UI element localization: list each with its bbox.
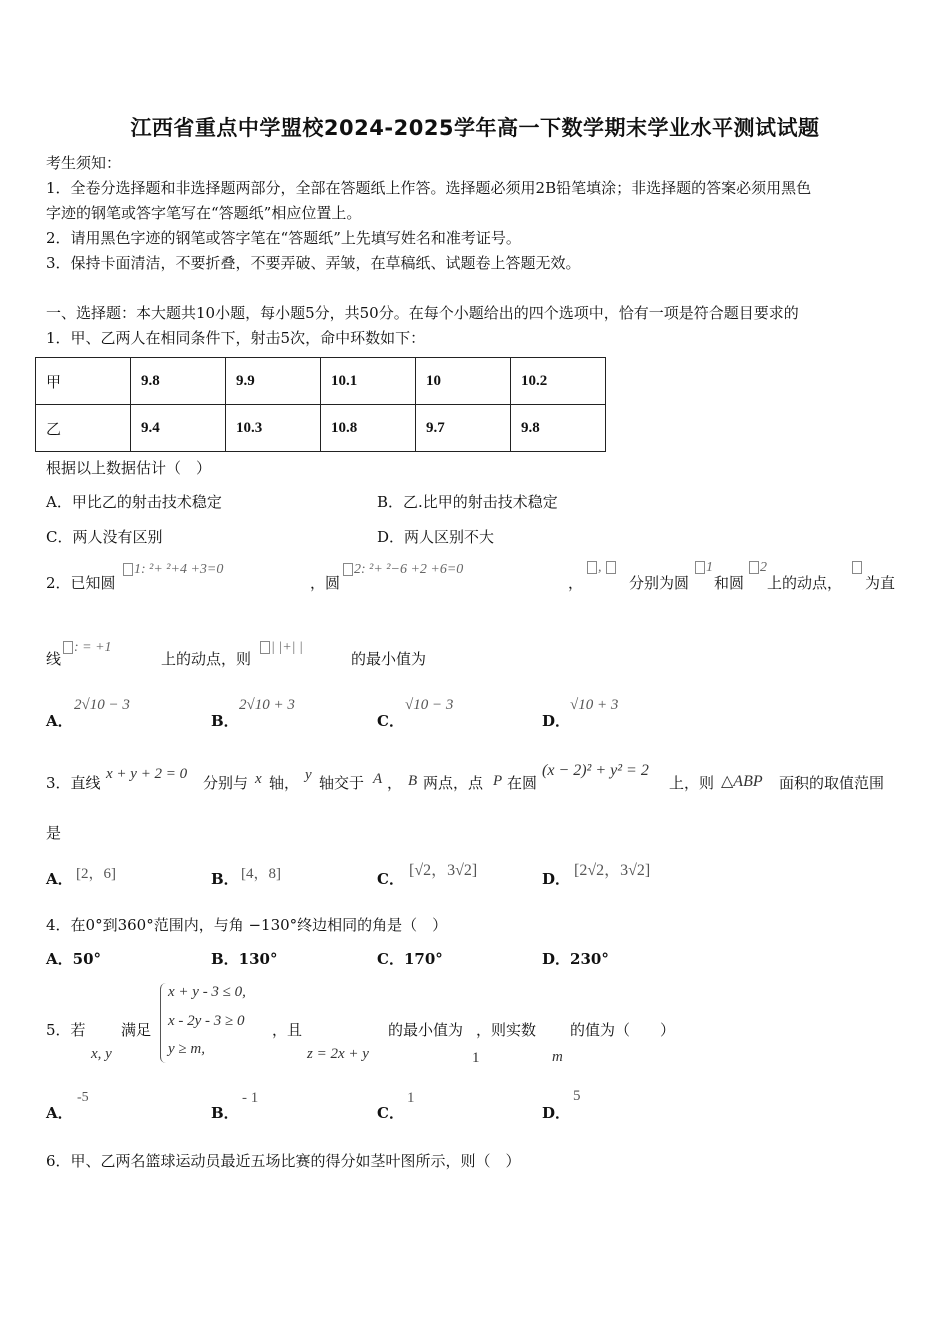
- q5-option-c: 1: [407, 1090, 415, 1106]
- q5-objective: z = 2x + y: [307, 1046, 369, 1062]
- q3-line-eq: x + y + 2 = 0: [106, 766, 188, 782]
- q5-text: 的值为（ ）: [570, 1021, 676, 1039]
- q5-option-a: -5: [77, 1090, 89, 1105]
- q2-c2-ref: [748, 560, 767, 576]
- q2-line-expr: : = +1: [74, 640, 112, 655]
- q2-option-a: 2√10 − 3: [74, 697, 130, 713]
- q5-text: 满足: [121, 1021, 152, 1039]
- q2-text: 和圆: [714, 574, 745, 592]
- table-cell: 10: [416, 358, 511, 405]
- notice-heading: 考生须知：: [46, 154, 122, 172]
- table-cell: 9.8: [131, 358, 226, 405]
- q2-text: 上的动点，: [767, 574, 843, 592]
- q3-option-a-label: A．: [46, 870, 73, 888]
- q3-option-c-label: C．: [377, 870, 404, 888]
- table-cell: 9.7: [416, 405, 511, 452]
- q1-after: 根据以上数据估计（ ）: [46, 459, 212, 477]
- table-cell: 甲: [36, 358, 131, 405]
- q5-constraint-1: x + y - 3 ≤ 0,: [168, 984, 246, 1000]
- table-cell: 10.3: [226, 405, 321, 452]
- table-row: [36, 358, 606, 405]
- q3-text: 轴，: [269, 774, 300, 792]
- table-cell: 10.2: [511, 358, 606, 405]
- q2-sub: 1: [706, 560, 713, 575]
- q5-text: ，且: [272, 1021, 303, 1039]
- q1-option-b: B．乙.比甲的射击技术稳定: [377, 493, 558, 511]
- q2-text: 2．已知圆: [46, 574, 116, 592]
- q2-line: [62, 640, 112, 656]
- q3-var: y: [305, 767, 312, 783]
- q1-option-c: C．两人没有区别: [46, 528, 163, 546]
- q2-option-d: √10 + 3: [570, 697, 619, 713]
- q5-option-c-label: C．: [377, 1104, 404, 1122]
- q1-option-d: D．两人区别不大: [377, 528, 495, 546]
- q3-text: 面积的取值范围: [779, 774, 885, 792]
- q2-point-q: [851, 560, 863, 576]
- q3-text: 两点，点: [423, 774, 484, 792]
- q3-var: B: [408, 773, 418, 789]
- q3-text: 在圆: [507, 774, 538, 792]
- q4-option-b: B．130°: [211, 950, 278, 968]
- q2-abs: [259, 640, 303, 656]
- notice-line-4: 3．保持卡面清洁，不要折叠，不要弄破、弄皱，在草稿纸、试题卷上答题无效。: [46, 254, 581, 272]
- q3-option-b-label: B．: [211, 870, 239, 888]
- q2-option-c: √10 − 3: [405, 697, 454, 713]
- q3-option-b: [4，8]: [241, 866, 281, 882]
- table-cell: 10.1: [321, 358, 416, 405]
- section-heading: 一、选择题：本大题共10小题，每小题5分，共50分。在每个小题给出的四个选项中，恰有一项是符合题目要求的: [46, 304, 799, 322]
- score-table: [35, 357, 606, 452]
- q5-option-b-label: B．: [211, 1104, 239, 1122]
- q4-stem: 4．在0°到360°范围内，与角 −130°终边相同的角是（ ）: [46, 916, 448, 934]
- q2-text: 线: [46, 650, 62, 668]
- q4-option-d: D．230°: [542, 950, 609, 968]
- q3-text: 上，则: [669, 774, 715, 792]
- q2-text: 上的动点，则: [161, 650, 252, 668]
- q3-text: ，: [387, 774, 403, 792]
- q2-sub: 2: [760, 560, 767, 575]
- q5-text: 5．若: [46, 1021, 86, 1039]
- q1-stem: 1．甲、乙两人在相同条件下，射击5次，命中环数如下：: [46, 329, 426, 347]
- q2-abs-expr: | |+| |: [271, 640, 303, 655]
- page-title: 江西省重点中学盟校2024-2025学年高一下数学期末学业水平测试试题: [130, 116, 820, 140]
- q3-option-a: [2，6]: [76, 866, 116, 882]
- q3-text: 轴交于: [319, 774, 365, 792]
- table-row: [36, 405, 606, 452]
- q5-vars: x, y: [91, 1046, 112, 1062]
- q3-option-d: [2√2，3√2]: [574, 862, 651, 879]
- q2-circle1: [122, 562, 223, 578]
- q2-text: 为直: [865, 574, 896, 592]
- q3-var: x: [255, 771, 262, 787]
- notice-line-2: 字迹的钢笔或答字笔写在“答题纸”相应位置上。: [46, 204, 362, 222]
- q4-option-a: A．50°: [46, 950, 102, 968]
- q5-min-value: 1: [472, 1050, 480, 1066]
- table-cell: 9.9: [226, 358, 321, 405]
- q2-option-b: 2√10 + 3: [239, 697, 295, 713]
- q3-text: 3．直线: [46, 774, 101, 792]
- q3-text: 分别与: [203, 774, 249, 792]
- q2-text: 的最小值为: [351, 650, 427, 668]
- q5-option-a-label: A．: [46, 1104, 73, 1122]
- q3-text: 是: [46, 824, 62, 842]
- q5-brace: [160, 983, 167, 1063]
- q3-option-d-label: D．: [542, 870, 571, 888]
- q2-option-b-label: B．: [211, 712, 239, 730]
- q5-text: 的最小值为: [388, 1021, 464, 1039]
- q2-circle2: [342, 562, 463, 578]
- q2-circle2-expr: 2: ²+ ²−6 +2 +6=0: [354, 562, 464, 577]
- notice-line-3: 2．请用黑色字迹的钢笔或答字笔在“答题纸”上先填写姓名和准考证号。: [46, 229, 521, 247]
- q2-text: ，圆: [310, 574, 341, 592]
- q2-option-c-label: C．: [377, 712, 404, 730]
- q2-text: 分别为圆: [629, 574, 690, 592]
- q5-text: ，则实数: [476, 1021, 537, 1039]
- q3-var: A: [373, 771, 383, 787]
- q2-text: ，: [568, 574, 584, 592]
- q3-triangle: △ABP: [721, 773, 763, 790]
- q4-option-c: C．170°: [377, 950, 443, 968]
- notice-line-1: 1．全卷分选择题和非选择题两部分，全部在答题纸上作答。选择题必须用2B铅笔填涂；非选择题的答案必须用黑色: [46, 179, 812, 197]
- q2-option-d-label: D．: [542, 712, 571, 730]
- q5-option-d-label: D．: [542, 1104, 571, 1122]
- q2-c1-ref: [694, 560, 713, 576]
- q2-points: ,: [586, 560, 617, 576]
- q5-option-b: - 1: [242, 1090, 259, 1106]
- q5-var-m: m: [552, 1049, 563, 1065]
- table-cell: 10.8: [321, 405, 416, 452]
- q3-circle: (x − 2)² + y² = 2: [542, 762, 649, 779]
- q3-option-c: [√2，3√2]: [409, 862, 478, 879]
- q2-option-a-label: A．: [46, 712, 73, 730]
- q5-constraint-2: x - 2y - 3 ≥ 0: [168, 1013, 245, 1029]
- q1-option-a: A．甲比乙的射击技术稳定: [46, 493, 222, 511]
- q6-stem: 6．甲、乙两名篮球运动员最近五场比赛的得分如茎叶图所示，则（ ）: [46, 1152, 521, 1170]
- table-cell: 乙: [36, 405, 131, 452]
- table-cell: 9.4: [131, 405, 226, 452]
- q5-option-d: 5: [573, 1088, 581, 1104]
- q5-constraint-3: y ≥ m,: [168, 1041, 205, 1057]
- q3-var: P: [493, 773, 503, 789]
- q2-circle1-expr: 1: ²+ ²+4 +3=0: [134, 562, 224, 577]
- table-cell: 9.8: [511, 405, 606, 452]
